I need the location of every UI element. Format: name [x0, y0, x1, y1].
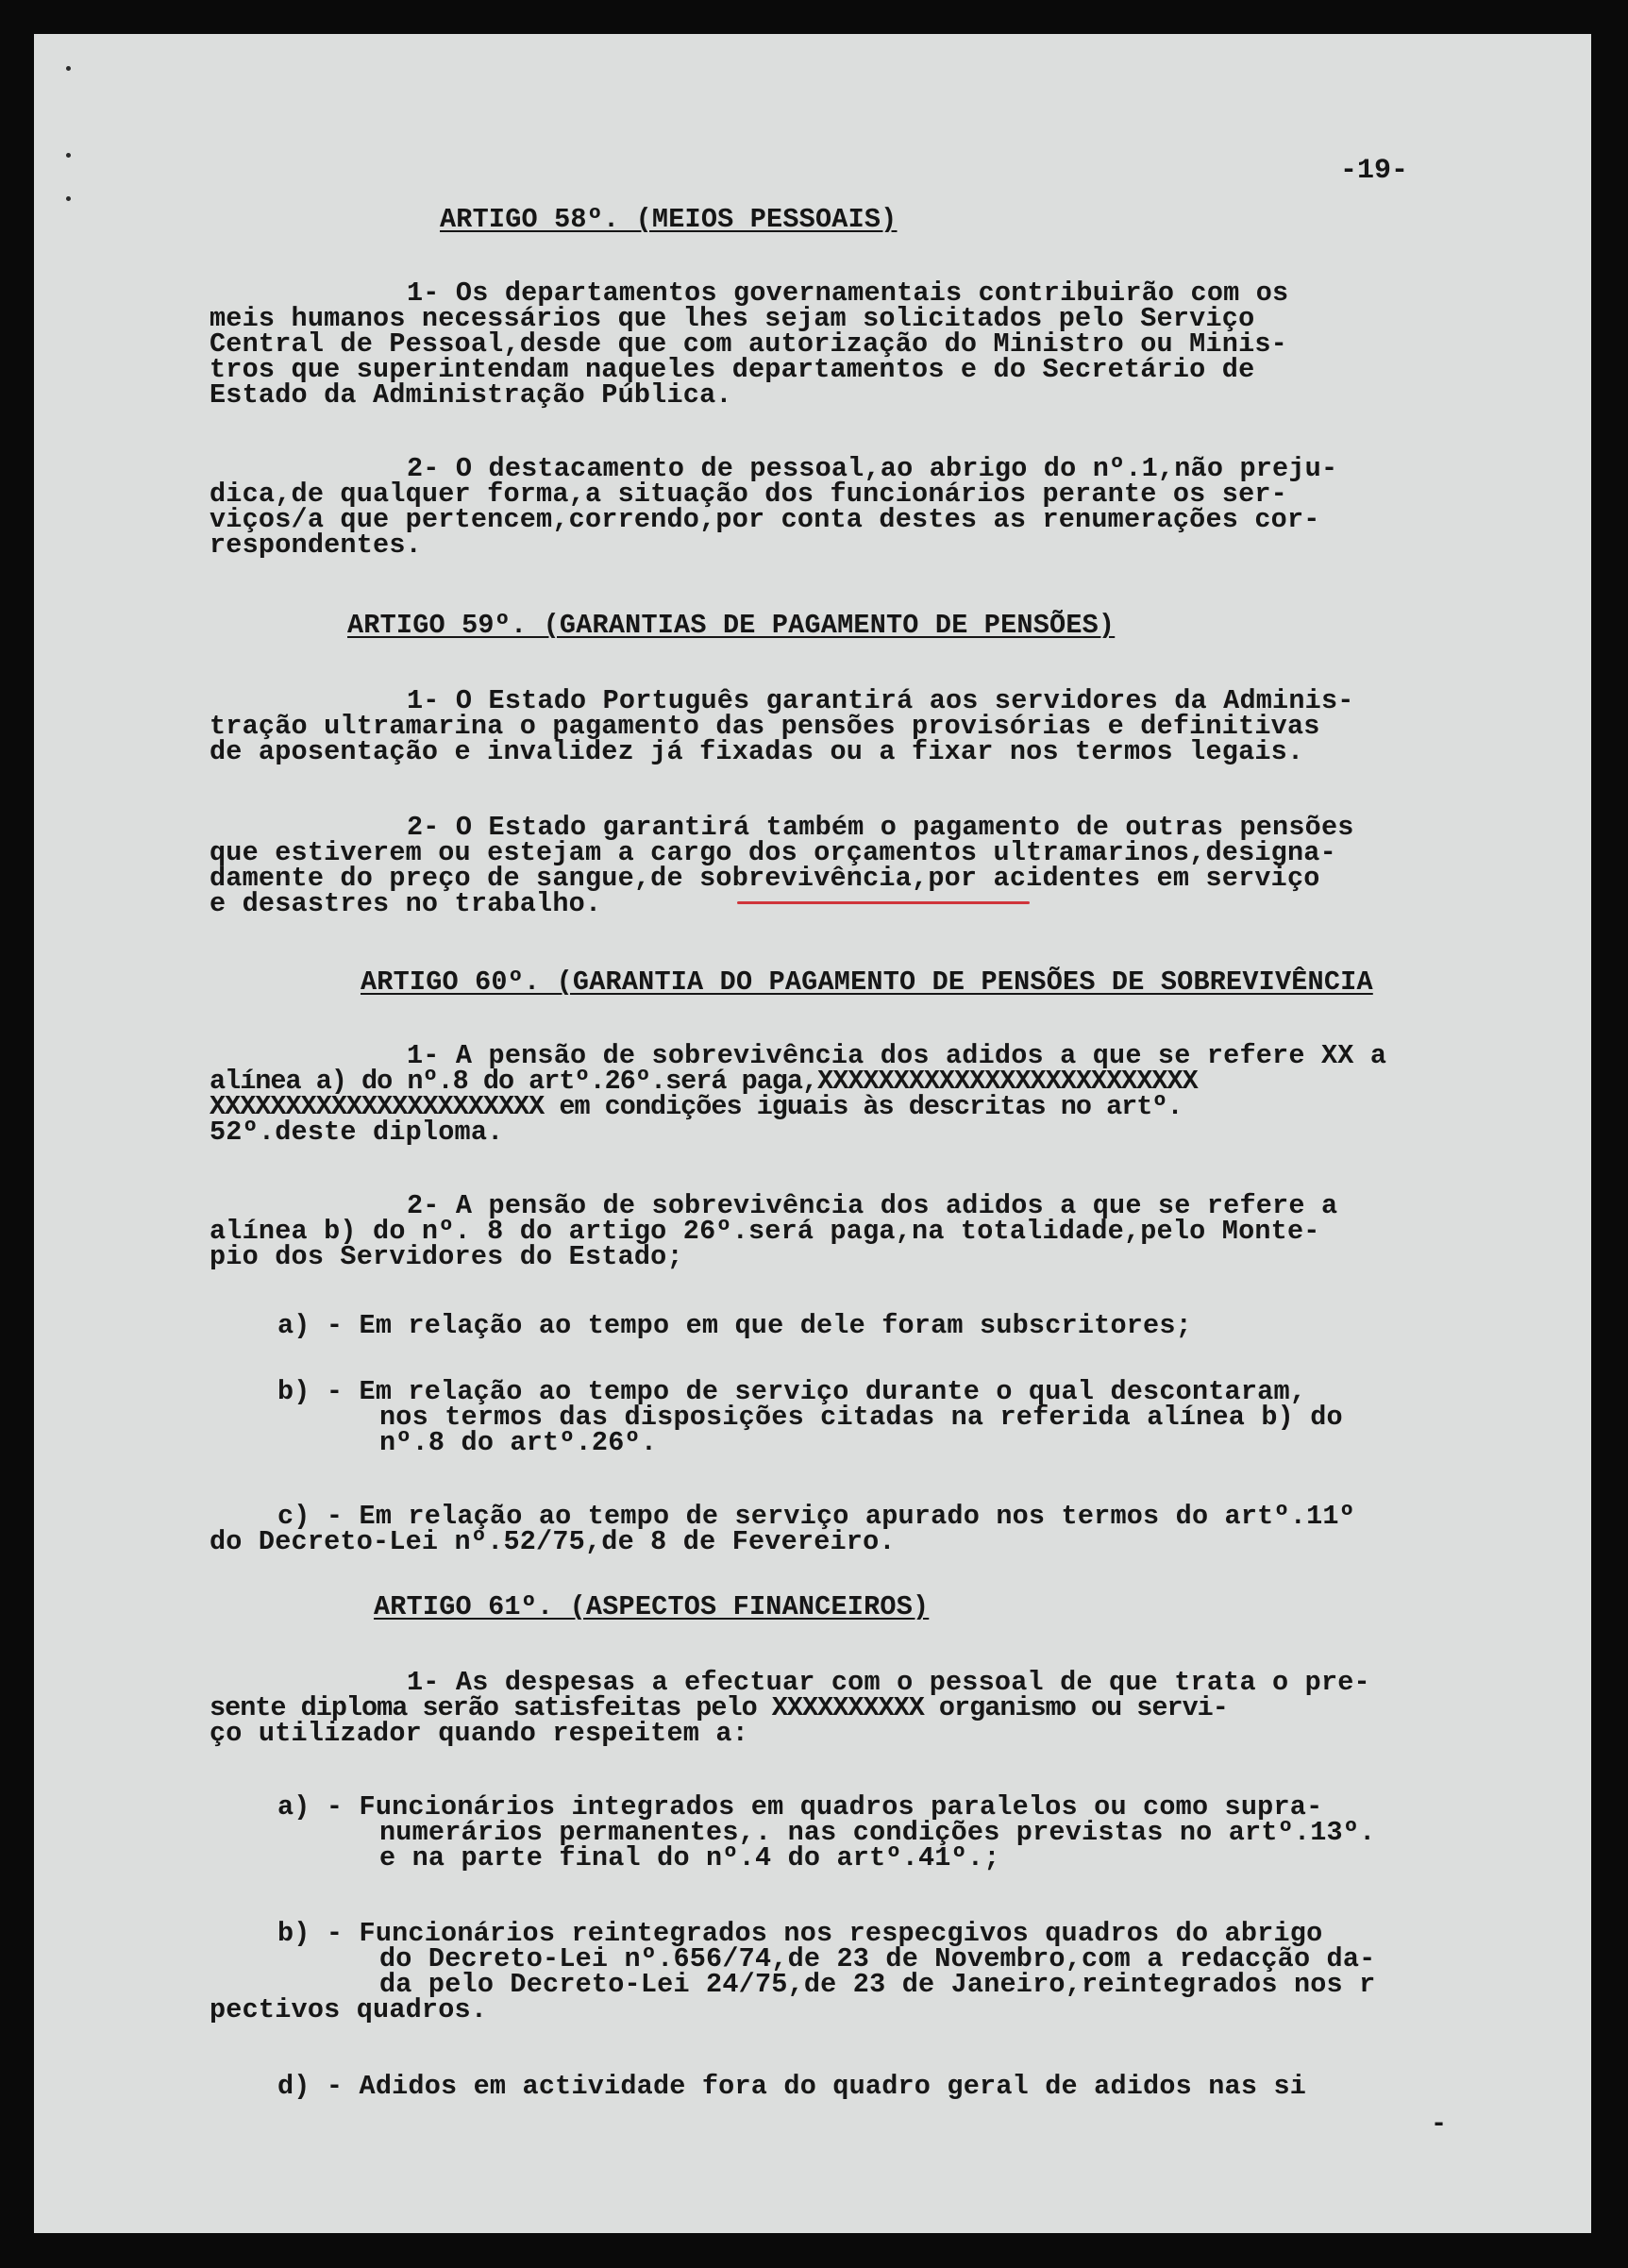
punch-hole-mark: [66, 153, 71, 158]
article-60-p1-line: XXXXXXXXXXXXXXXXXXXXXX em condições iguais às descritas no artº.: [210, 1091, 1183, 1122]
article-61-item-d: d) - Adidos em actividade fora do quadro geral de adidos nas si: [277, 2071, 1307, 2102]
article-60-p2-line: 2- A pensão de sobrevivência dos adidos a que se refere a: [407, 1190, 1338, 1221]
document-page: [34, 34, 1591, 2233]
article-60-item-b-line: nº.8 do artº.26º.: [379, 1427, 658, 1458]
article-59-p2-line: damente do preço de sangue,de sobrevivência,por acidentes em serviço: [210, 863, 1320, 894]
continuation-mark: -: [1431, 2108, 1448, 2140]
page-number: -19-: [1340, 155, 1409, 187]
article-58-p2-line: dica,de qualquer forma,a situação dos funcionários perante os ser-: [210, 479, 1287, 510]
article-61-heading: ARTIGO 61º. (ASPECTOS FINANCEIROS): [374, 1591, 930, 1622]
article-61-p1-line: ço utilizador quando respeitem a:: [210, 1718, 748, 1749]
article-60-item-a: a) - Em relação ao tempo em que dele foram subscritores;: [277, 1310, 1192, 1341]
article-60-p1-line: 1- A pensão de sobrevivência dos adidos a que se refere XX a: [407, 1040, 1387, 1071]
article-60-p2-line: alínea b) do nº. 8 do artigo 26º.será paga,na totalidade,pelo Monte-: [210, 1216, 1320, 1247]
article-58-p1-line: tros que superintendam naqueles departamentos e do Secretário de: [210, 354, 1255, 385]
article-61-item-b-line: do Decreto-Lei nº.656/74,de 23 de Novembro,com a redacção da-: [379, 1943, 1376, 1974]
article-61-p1-line: sente diploma serão satisfeitas pelo XXXXXXXXXX organismo ou servi-: [210, 1692, 1228, 1723]
red-pen-underline: [737, 901, 1030, 904]
article-61-item-b-line: pectivos quadros.: [210, 1994, 488, 2025]
article-60-p1-line: alínea a) do nº.8 do artº.26º.será paga,XXXXXXXXXXXXXXXXXXXXXXXXX: [210, 1066, 1198, 1097]
article-59-p1-line: 1- O Estado Português garantirá aos servidores da Adminis-: [407, 685, 1354, 716]
article-58-p1-line: 1- Os departamentos governamentais contribuirão com os: [407, 277, 1289, 309]
article-60-item-b-line: nos termos das disposições citadas na referida alínea b) do: [379, 1402, 1343, 1433]
article-60-item-c-line: do Decreto-Lei nº.52/75,de 8 de Fevereiro.: [210, 1526, 896, 1557]
article-59-p2-line: que estiverem ou estejam a cargo dos orçamentos ultramarinos,designa-: [210, 837, 1336, 868]
article-61-item-b-line: da pelo Decreto-Lei 24/75,de 23 de Janeiro,reintegrados nos r: [379, 1969, 1376, 2000]
article-59-p2-line: 2- O Estado garantirá também o pagamento de outras pensões: [407, 812, 1354, 843]
article-61-item-a-line: a) - Funcionários integrados em quadros paralelos ou como supra-: [277, 1791, 1323, 1823]
article-59-p1-line: de aposentação e invalidez já fixadas ou a fixar nos termos legais.: [210, 736, 1304, 767]
article-61-item-a-line: e na parte final do nº.4 do artº.41º.;: [379, 1842, 1000, 1873]
article-58-p1-line: Estado da Administração Pública.: [210, 379, 732, 411]
punch-hole-mark: [66, 196, 71, 201]
article-60-heading: ARTIGO 60º. (GARANTIA DO PAGAMENTO DE PENSÕES DE SOBREVIVÊNCIA: [361, 966, 1373, 998]
article-61-item-a-line: numerários permanentes,. nas condições previstas no artº.13º.: [379, 1817, 1376, 1848]
article-60-item-c-line: c) - Em relação ao tempo de serviço apurado nos termos do artº.11º: [277, 1501, 1355, 1532]
article-58-p2-line: viços/a que pertencem,correndo,por conta destes as renumerações cor-: [210, 504, 1320, 535]
article-60-p1-line: 52º.deste diploma.: [210, 1117, 504, 1148]
article-58-heading: ARTIGO 58º. (MEIOS PESSOAIS): [440, 204, 898, 235]
article-59-heading: ARTIGO 59º. (GARANTIAS DE PAGAMENTO DE PENSÕES): [347, 610, 1116, 641]
article-58-p2-line: 2- O destacamento de pessoal,ao abrigo do nº.1,não preju-: [407, 453, 1338, 484]
article-61-item-b-line: b) - Funcionários reintegrados nos respecgivos quadros do abrigo: [277, 1918, 1323, 1949]
article-61-p1-line: 1- As despesas a efectuar com o pessoal de que trata o pre-: [407, 1667, 1370, 1698]
article-58-p2-line: respondentes.: [210, 529, 422, 561]
article-59-p2-line: e desastres no trabalho.: [210, 888, 602, 919]
article-59-p1-line: tração ultramarina o pagamento das pensões provisórias e definitivas: [210, 711, 1320, 742]
article-58-p1-line: meis humanos necessários que lhes sejam solicitados pelo Serviço: [210, 303, 1255, 334]
article-60-p2-line: pio dos Servidores do Estado;: [210, 1241, 683, 1272]
article-58-p1-line: Central de Pessoal,desde que com autorização do Ministro ou Minis-: [210, 328, 1287, 360]
punch-hole-mark: [66, 66, 71, 71]
article-60-item-b-line: b) - Em relação ao tempo de serviço durante o qual descontaram,: [277, 1376, 1307, 1407]
